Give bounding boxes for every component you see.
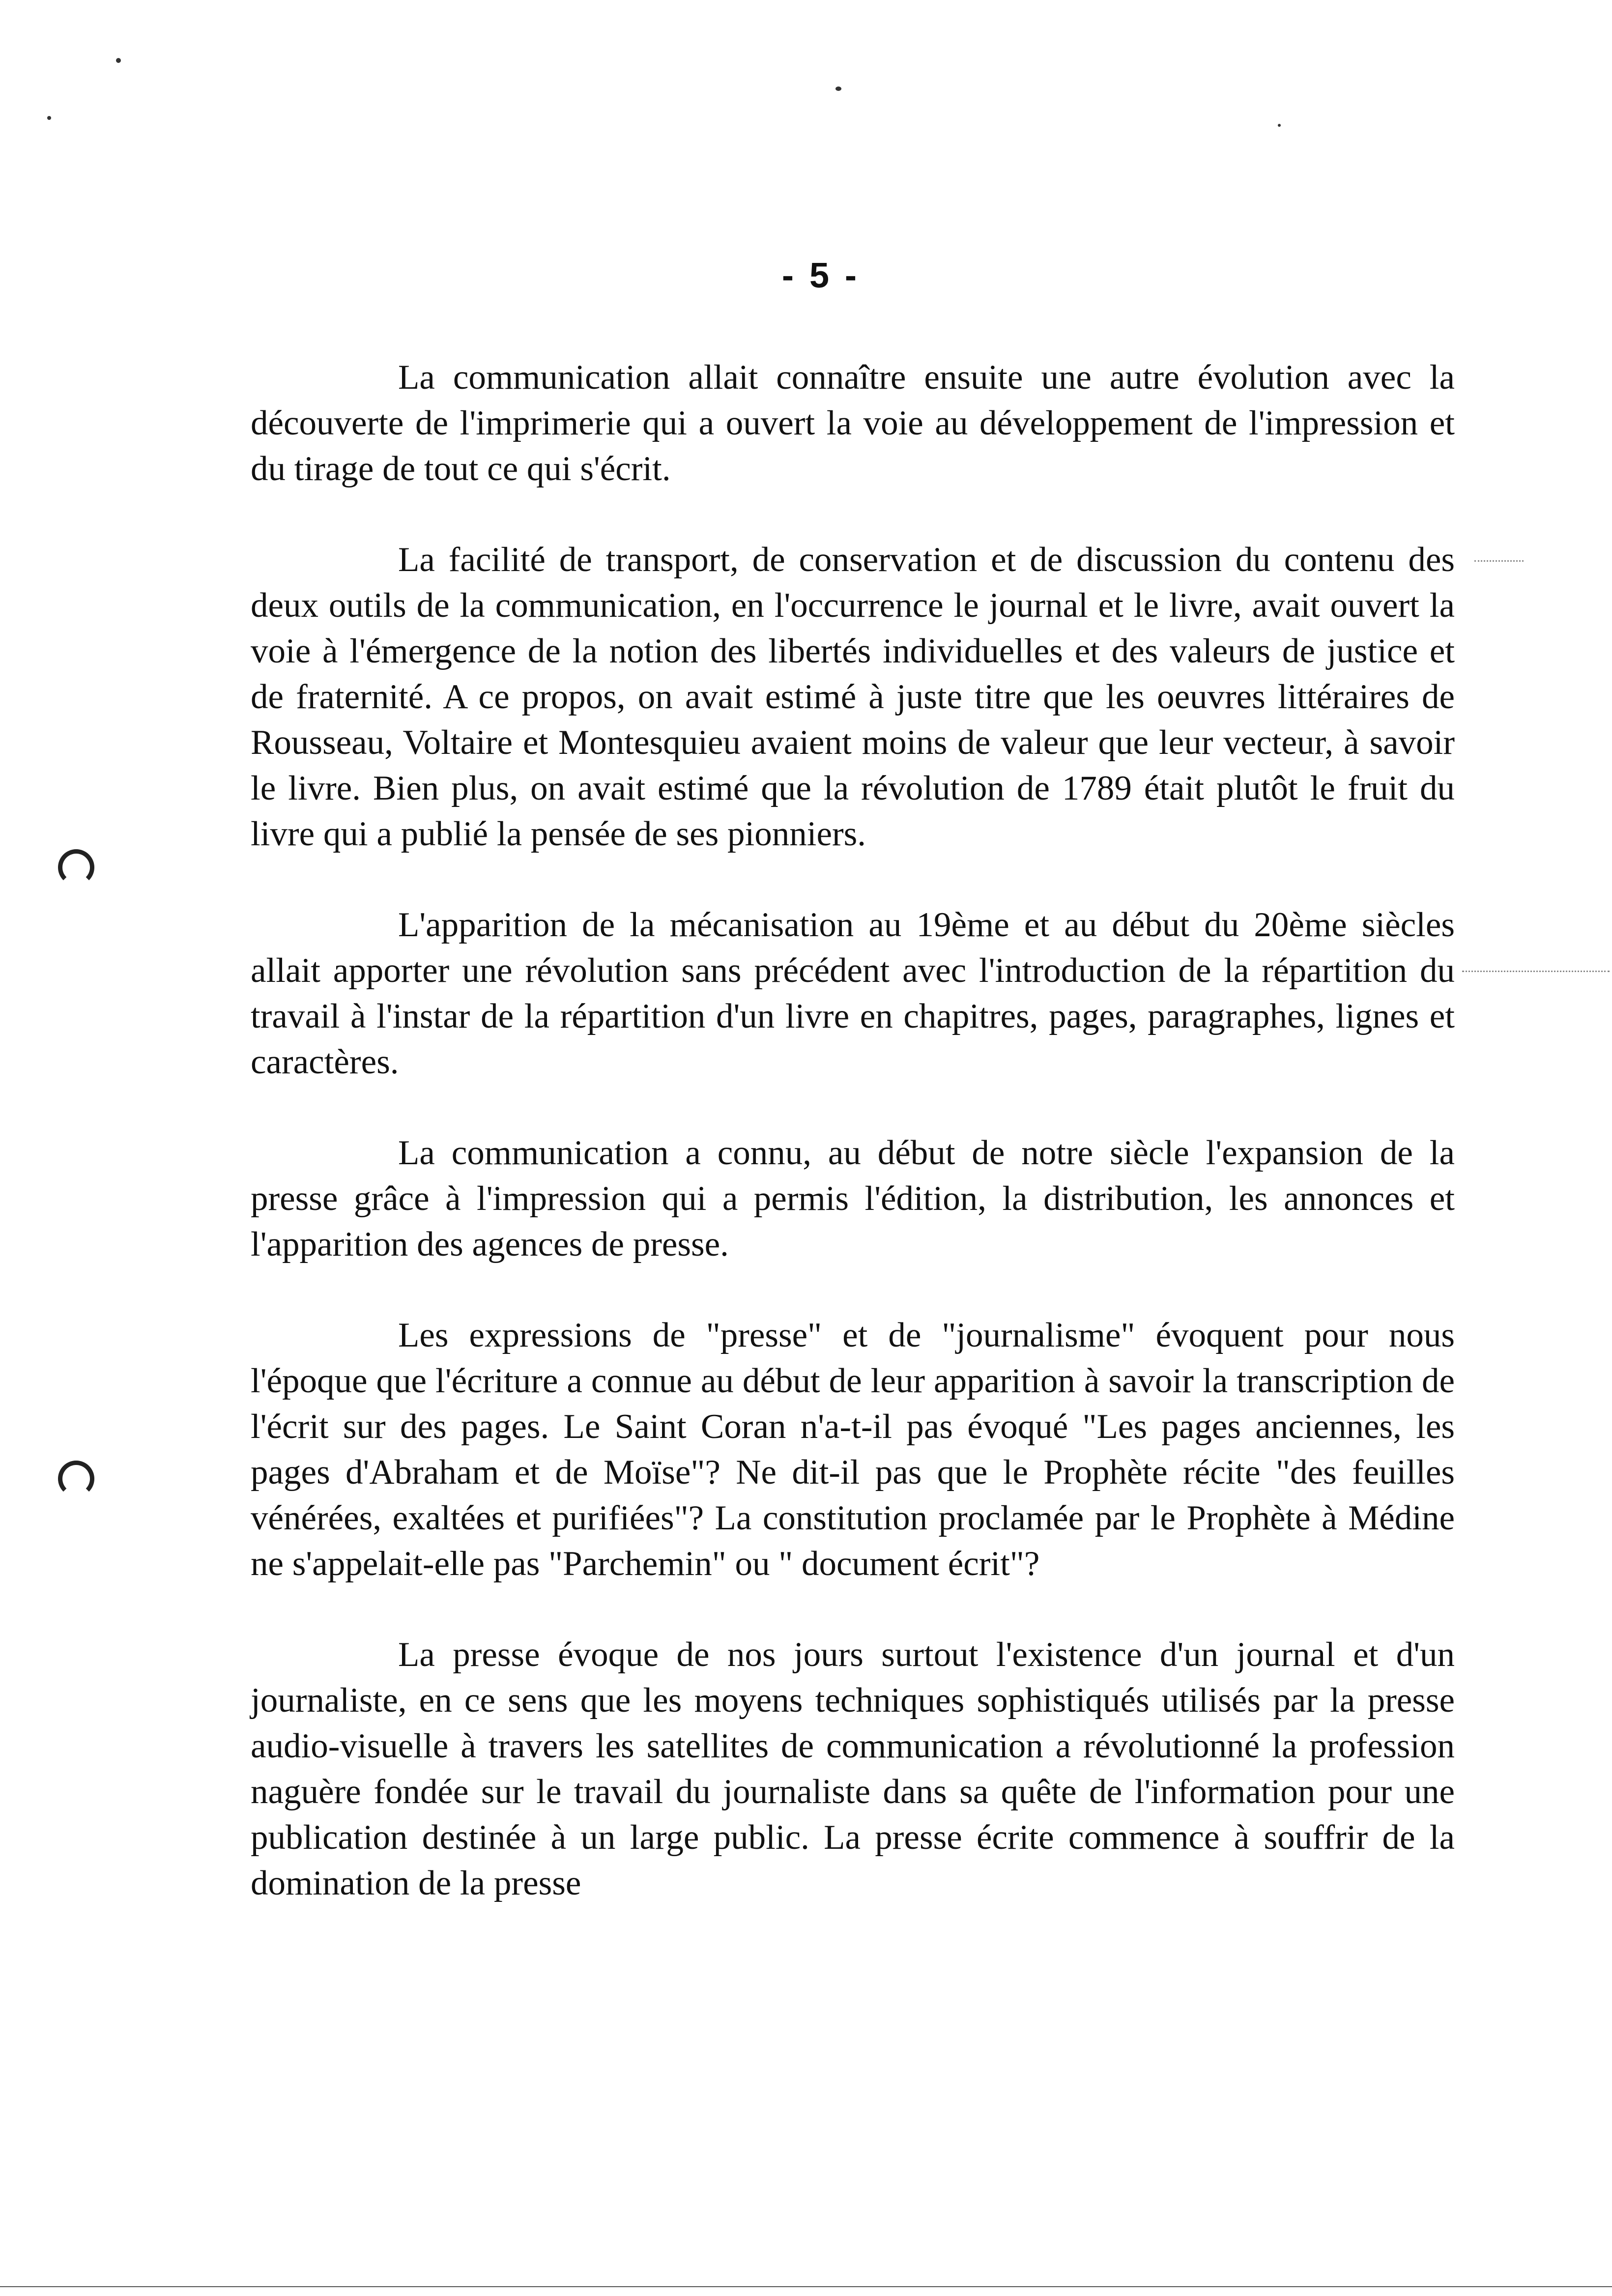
paragraph-press-expansion: La communication a connu, au début de notre siècle l'expansion de la presse grâce à l'impression qui a permis l'édition, la distribution, les annonces et l'apparition des agences de presse. xyxy=(251,1134,1455,1263)
scan-speck xyxy=(1278,124,1281,127)
bottom-scan-edge xyxy=(0,2286,1612,2287)
punch-hole-mark-lower xyxy=(58,1461,94,1497)
paragraph-modern-press: La presse évoque de nos jours surtout l'existence d'un journal et d'un journaliste, en ce sens que les moyens techniques sophistiqués utilisés par la presse audio-visuelle à travers les satellites de communication a révolutionné la profession naguère fondée sur le travail du journaliste dans sa quête de l'information pour une publication destinée à un large public. La presse écrite commence à souffrir de la domination de la presse xyxy=(251,1636,1455,1902)
paragraph-mechanisation: L'apparition de la mécanisation au 19ème et au début du 20ème siècles allait apporter une révolution sans précédent avec l'introduction de la répartition du travail à l'instar de la répartition d'un livre en chapitres, pages, paragraphes, lignes et caractères. xyxy=(251,906,1455,1081)
paragraph-book-and-liberties: La facilité de transport, de conservation et de discussion du contenu des deux outils de la communication, en l'occurrence le journal et le livre, avait ouvert la voie à l'émergence de la notion des libertés individuelles et des valeurs de justice et de fraternité. A ce propos, on avait estimé à juste titre que les oeuvres littéraires de Rousseau, Voltaire et Montesquieu avaient moins de valeur que leur vecteur, à savoir le livre. Bien plus, on avait estimé que la révolution de 1789 était plutôt le fruit du livre qui a publié la pensée de ses pionniers. xyxy=(251,541,1455,853)
margin-dash-mark xyxy=(1462,971,1610,972)
page-number: - 5 - xyxy=(781,256,860,295)
scan-speck xyxy=(47,116,51,120)
scan-speck xyxy=(835,86,841,91)
paragraph-press-and-journalism: Les expressions de "presse" et de "journalisme" évoquent pour nous l'époque que l'écriture a connue au début de leur apparition à savoir la transcription de l'écrit sur des pages. Le Saint Coran n'a-t-il pas évoqué "Les pages anciennes, les pages d'Abraham et de Moïse"? Ne dit-il pas que le Prophète récite "des feuilles vénérées, exaltées et purifiées"? La constitution proclamée par le Prophète à Médine ne s'appelait-elle pas "Parchemin" ou " document écrit"? xyxy=(251,1316,1455,1583)
margin-dash-mark xyxy=(1474,560,1524,562)
punch-hole-mark-upper xyxy=(58,849,94,886)
scan-speck xyxy=(116,58,121,63)
body-text xyxy=(251,355,1455,1952)
paragraph-printing: La communication allait connaître ensuite une autre évolution avec la découverte de l'imprimerie qui a ouvert la voie au développement de l'impression et du tirage de tout ce qui s'écrit. xyxy=(251,358,1455,488)
